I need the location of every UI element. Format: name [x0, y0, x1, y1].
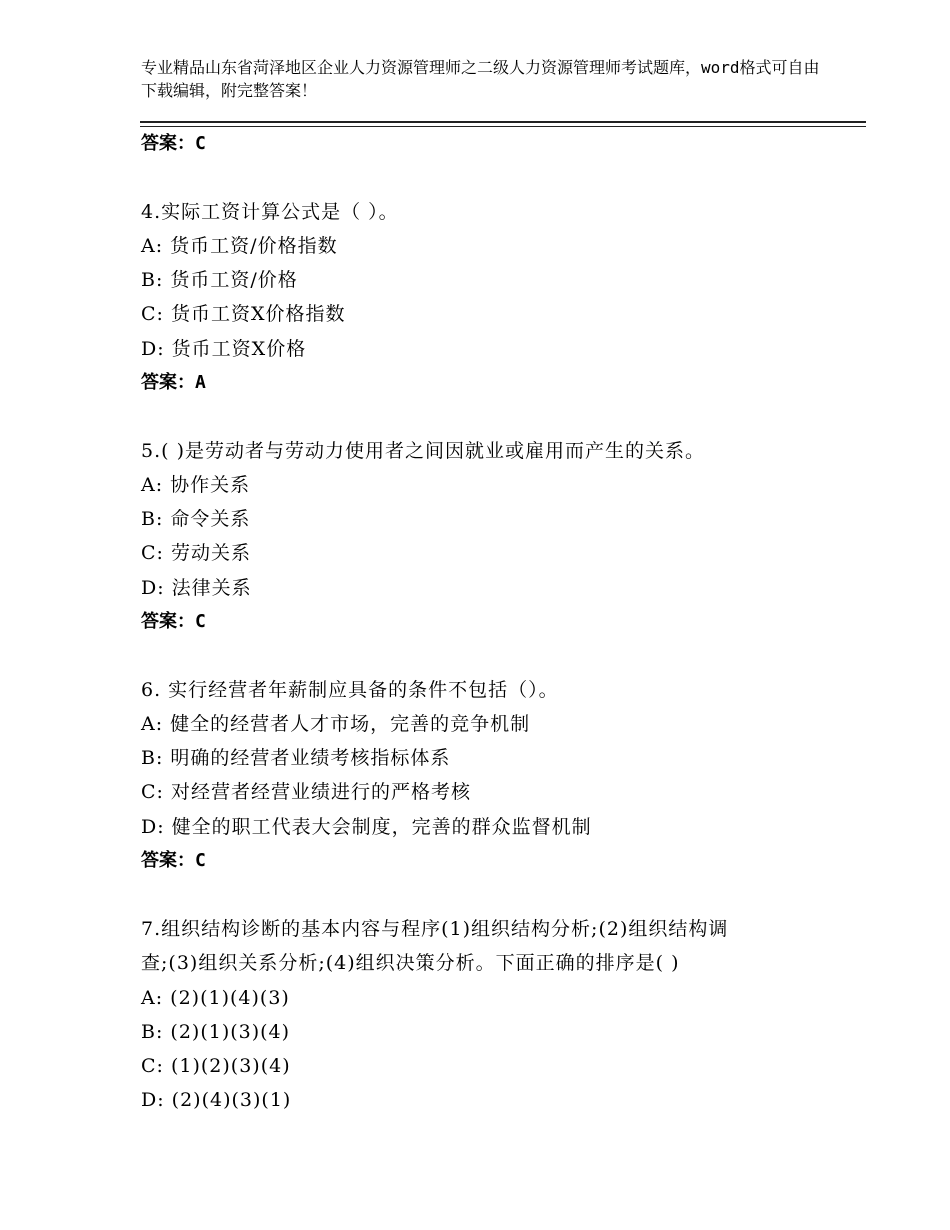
option-a: A: 货币工资/价格指数 — [141, 235, 338, 257]
answer: 答案：C — [141, 850, 206, 871]
question-stem: 6. 实行经营者年薪制应具备的条件不包括（）。 — [141, 679, 559, 701]
option-b: B: 货币工资/价格 — [141, 269, 298, 291]
question-stem: 4.实际工资计算公式是（ ）。 — [141, 201, 399, 223]
option-c: C: 对经营者经营业绩进行的严格考核 — [141, 781, 471, 803]
option-c: C: 劳动关系 — [141, 542, 251, 564]
header-divider — [140, 121, 866, 123]
option-a: A: 协作关系 — [141, 474, 251, 496]
document-header: 专业精品山东省菏泽地区企业人力资源管理师之二级人力资源管理师考试题库，word格式可自由下载编辑，附完整答案！ — [141, 58, 820, 100]
option-c: C: 货币工资X价格指数 — [141, 303, 346, 325]
question-stem-continued: 查;(3)组织关系分析;(4)组织决策分析。下面正确的排序是( ) — [141, 952, 680, 974]
option-b: B: 命令关系 — [141, 508, 251, 530]
option-a: A: 健全的经营者人才市场，完善的竞争机制 — [141, 713, 531, 735]
question-stem: 7.组织结构诊断的基本内容与程序(1)组织结构分析;(2)组织结构调 — [141, 918, 729, 940]
option-c: C: (1)(2)(3)(4) — [141, 1055, 291, 1077]
header-divider-thin — [140, 126, 866, 127]
answer: 答案：C — [141, 611, 206, 632]
question-stem: 5.( )是劳动者与劳动力使用者之间因就业或雇用而产生的关系。 — [141, 440, 705, 462]
option-d: D: 法律关系 — [141, 577, 252, 599]
option-b: B: (2)(1)(3)(4) — [141, 1021, 291, 1043]
option-d: D: 货币工资X价格 — [141, 338, 307, 360]
option-b: B: 明确的经营者业绩考核指标体系 — [141, 747, 451, 769]
option-d: D: 健全的职工代表大会制度，完善的群众监督机制 — [141, 816, 592, 838]
answer: 答案：A — [141, 372, 206, 393]
option-d: D: (2)(4)(3)(1) — [141, 1089, 292, 1111]
option-a: A: (2)(1)(4)(3) — [141, 987, 290, 1009]
previous-answer: 答案：C — [141, 133, 206, 154]
